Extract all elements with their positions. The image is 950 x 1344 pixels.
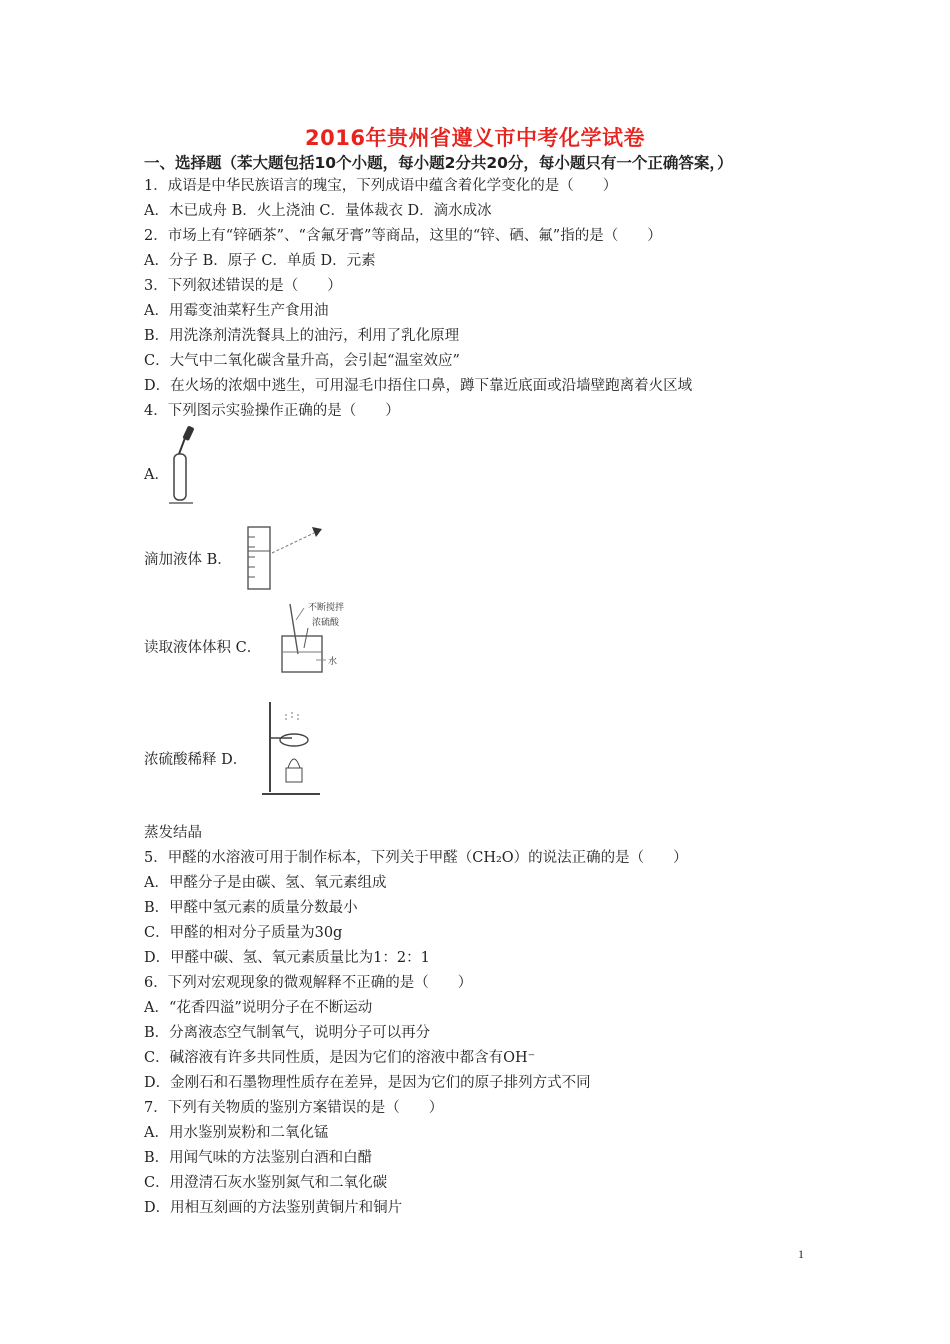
figure-evaporation [258, 698, 324, 800]
question-7-option-c: C．用澄清石灰水鉴别氮气和二氧化碳 [144, 1175, 388, 1191]
question-5-option-c: C．甲醛的相对分子质量为30g [144, 925, 343, 941]
question-5-option-b: B．甲醛中氢元素的质量分数最小 [144, 900, 358, 916]
question-3: 3．下列叙述错误的是（ ） [144, 278, 342, 294]
question-3-option-b: B．用洗涤剂清洗餐具上的油污，利用了乳化原理 [144, 328, 460, 344]
question-7-option-d: D．用相互刻画的方法鉴别黄铜片和铜片 [144, 1200, 403, 1216]
question-5: 5．甲醛的水溶液可用于制作标本，下列关于甲醛（CH₂O）的说法正确的是（ ） [144, 850, 688, 866]
question-2-options: A．分子 B．原子 C．单质 D．元素 [144, 253, 376, 269]
question-3-option-a: A．用霉变油菜籽生产食用油 [144, 303, 329, 319]
question-6: 6．下列对宏观现象的微观解释不正确的是（ ） [144, 975, 473, 991]
question-6-option-a: A．“花香四溢”说明分子在不断运动 [144, 1000, 373, 1016]
figure-c-label-acid: 浓硫酸 [312, 618, 340, 628]
question-4-option-d-text: 蒸发结晶 [144, 825, 202, 841]
question-6-option-c: C．碱溶液有许多共同性质，是因为它们的溶液中都含有OH⁻ [144, 1050, 536, 1066]
question-7-option-b: B．用闻气味的方法鉴别白酒和白醋 [144, 1150, 373, 1166]
page-number: 1 [798, 1247, 804, 1261]
question-4-option-c-label: 读取液体体积 C． [144, 640, 262, 656]
figure-c-label-water: 水 [328, 657, 338, 667]
figure-c-label-stir: 不断搅拌 [308, 603, 345, 613]
question-4-option-a-label: A． [144, 467, 169, 483]
question-1: 1．成语是中华民族语言的瑰宝，下列成语中蕴含着化学变化的是（ ） [144, 178, 618, 194]
question-4-option-b-label: 滴加液体 B． [144, 552, 232, 568]
question-6-option-b: B．分离液态空气制氧气，说明分子可以再分 [144, 1025, 431, 1041]
exam-title: 2016年贵州省遵义市中考化学试卷 [305, 126, 645, 150]
question-2: 2．市场上有“锌硒茶”、“含氟牙膏”等商品，这里的“锌、硒、氟”指的是（ ） [144, 228, 662, 244]
question-4: 4．下列图示实验操作正确的是（ ） [144, 403, 400, 419]
question-5-option-d: D．甲醛中碳、氢、氧元素质量比为1：2：1 [144, 950, 430, 966]
question-7-option-a: A．用水鉴别炭粉和二氧化锰 [144, 1125, 329, 1141]
question-1-options: A．木已成舟 B．火上浇油 C．量体裁衣 D．滴水成冰 [144, 203, 492, 219]
question-5-option-a: A．甲醛分子是由碳、氢、氧元素组成 [144, 875, 387, 891]
question-6-option-d: D．金刚石和石墨物理性质存在差异，是因为它们的原子排列方式不同 [144, 1075, 591, 1091]
question-3-option-d: D．在火场的浓烟中逃生，可用湿毛巾捂住口鼻，蹲下靠近底面或沿墙壁跑离着火区域 [144, 378, 693, 394]
figure-reading-volume [242, 523, 328, 593]
section-heading: 一、选择题（苯大题包括10个小题，每小题2分共20分，每小题只有一个正确答案，） [144, 154, 733, 172]
figure-dropping-liquid [165, 424, 205, 508]
figure-diluting-acid [276, 598, 360, 680]
question-4-option-d-label: 浓硫酸稀释 D． [144, 752, 248, 768]
question-7: 7．下列有关物质的鉴别方案错误的是（ ） [144, 1100, 444, 1116]
question-3-option-c: C．大气中二氧化碳含量升高，会引起“温室效应” [144, 353, 460, 369]
